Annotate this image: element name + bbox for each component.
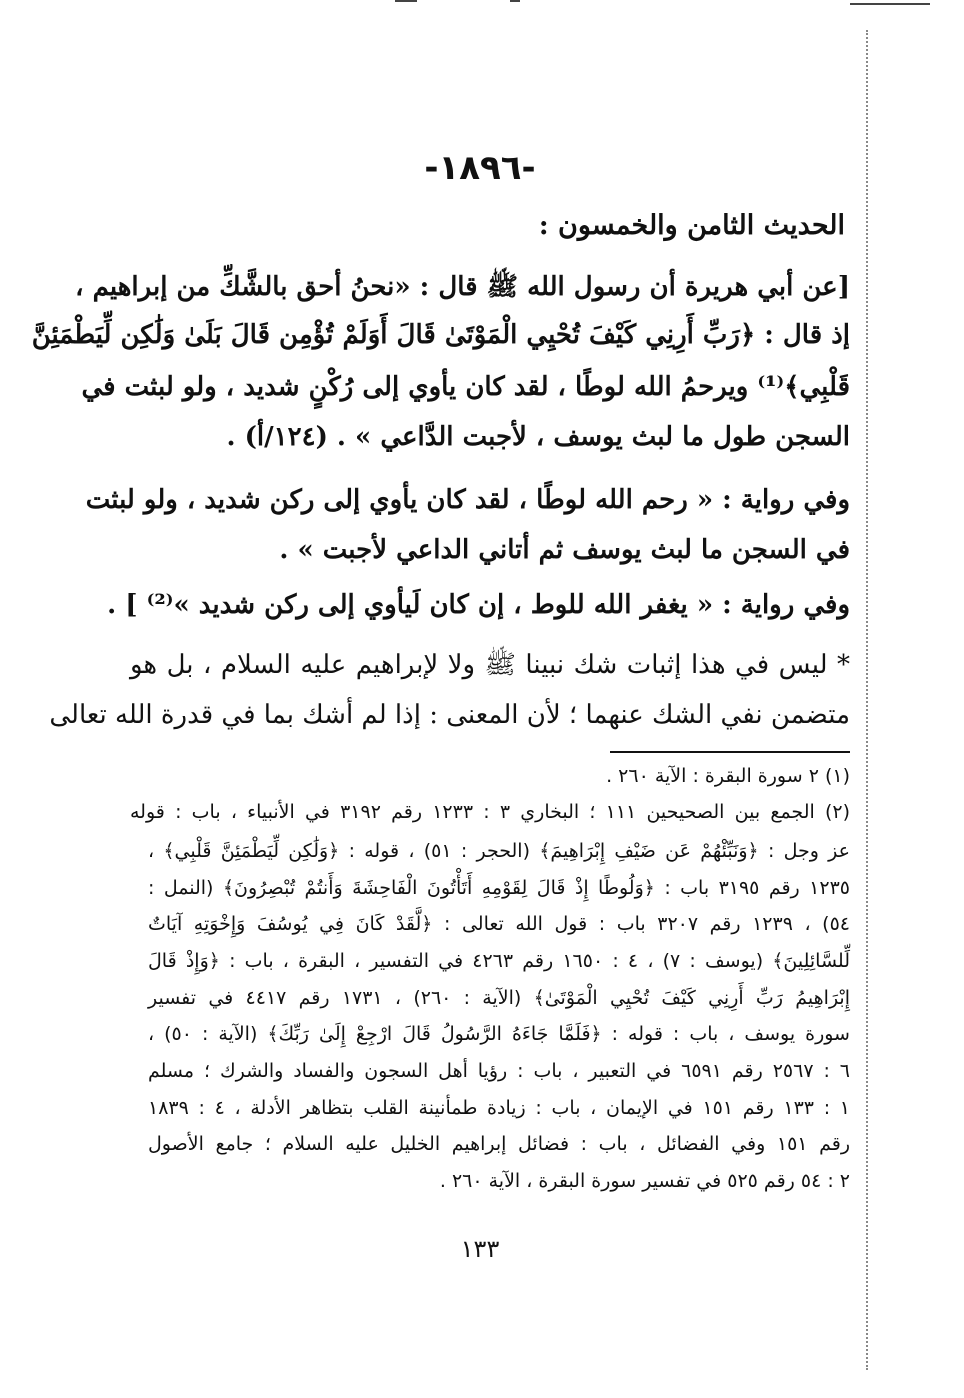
footnote-line: ٦ : ٢٥٦٧ رقم ٦٥٩١ في التعبير ، باب : رؤيا أهل السجون والفساد والشرك ؛ مسلم bbox=[148, 1060, 851, 1082]
footnote-line: عز وجل : ﴿وَنَبِّئْهُمْ عَن ضَيْفِ إِبْرَاهِيمَ﴾ (الحجر : ٥١) ، قوله : ﴿وَلَٰكِن لِّيَطْمَئِنَّ قَلْبِي﴾ ، bbox=[148, 840, 850, 862]
footnote-line: ٢ : ٥٤ رقم ٥٢٥ في تفسير سورة البقرة ، الآية ٢٦٠ . bbox=[439, 1170, 850, 1192]
footnote-line: (١) ٢ سورة البقرة : الآية ٢٦٠ . bbox=[606, 765, 850, 787]
hadith-title: الحديث الثامن والخمسون : bbox=[538, 210, 845, 241]
hadith-number: -١٨٩٦- bbox=[424, 148, 536, 188]
hadith-text-line: قَلْبِي﴾⁽¹⁾ ويرحمُ الله لوطًا ، لقد كان يأوي إلى رُكْنٍ شديد ، ولو لبثت في bbox=[81, 372, 850, 402]
scan-mark bbox=[510, 0, 520, 2]
scan-mark bbox=[395, 0, 417, 2]
page-number: ١٣٣ bbox=[460, 1235, 500, 1263]
riwaya-text-line: وفي رواية : « يغفر الله للوط ، إن كان لَيأوي إلى ركن شديد »⁽²⁾ ] . bbox=[107, 590, 850, 620]
riwaya-text-line: وفي رواية : « رحم الله لوطًا ، لقد كان يأوي إلى ركن شديد ، ولو لبثت bbox=[85, 485, 850, 515]
footnote-line: سورة يوسف ، باب : قوله : ﴿فَلَمَّا جَاءَهُ الرَّسُولُ قَالَ ارْجِعْ إِلَىٰ رَبِّكَ﴾ (الآية : ٥٠) ، bbox=[148, 1023, 850, 1045]
riwaya-text-line: في السجن ما لبث يوسف ثم أتاني الداعي لأجبت » . bbox=[279, 535, 850, 565]
scan-mark bbox=[850, 3, 930, 5]
hadith-text-line: [عن أبي هريرة أن رسول الله ﷺ قال : «نحنُ أحق بالشَّكِّ من إبراهيم ، bbox=[75, 272, 850, 302]
hadith-text-line: السجن طول ما لبث يوسف ، لأجبت الدَّاعي » . (١٢٤/أ) . bbox=[226, 422, 850, 452]
footnote-line: رقم ١٥١ وفي الفضائل ، باب : فضائل إبراهيم الخليل عليه السلام ؛ جامع الأصول bbox=[148, 1133, 850, 1155]
margin-dotted-line bbox=[866, 30, 868, 1370]
footnote-line: ١٢٣٥ رقم ٣١٩٥ باب : ﴿وَلُوطًا إِذْ قَالَ لِقَوْمِهِ أَتَأْتُونَ الْفَاحِشَةَ وَأَنتُمْ تُبْصِرُونَ﴾ (النمل : bbox=[148, 877, 850, 899]
footnote-separator bbox=[610, 751, 850, 753]
footnote-line: ١ : ١٣٣ رقم ١٥١ في الإيمان ، باب : زيادة طمأنينة القلب بتظاهر الأدلة ، ٤ : ١٨٣٩ bbox=[148, 1097, 851, 1119]
footnote-line: إِبْرَاهِيمُ رَبِّ أَرِنِي كَيْفَ تُحْيِي الْمَوْتَىٰ﴾ (الآية : ٢٦٠) ، ١٧٣١ رقم ٤٤١٧ في تفسير bbox=[148, 987, 850, 1009]
footnote-line: لِّلسَّائِلِينَ﴾ (يوسف : ٧) ، ٤ : ١٦٥٠ رقم ٤٢٦٣ في التفسير ، البقرة ، باب : ﴿وَإِذْ قَالَ bbox=[148, 950, 850, 972]
commentary-line: * ليس في هذا إثبات شك نبينا ﷺ ولا لإبراهيم عليه السلام ، بل هو bbox=[130, 650, 850, 680]
footnote-line: (٢) الجمع بين الصحيحين ١١١ ؛ البخاري ٣ : ١٢٣٣ رقم ٣١٩٢ في الأنبياء ، باب : قوله bbox=[130, 801, 851, 823]
commentary-line: متضمن نفي الشك عنهما ؛ لأن المعنى : إذا لم أشك بما في قدرة الله تعالى bbox=[49, 700, 850, 730]
hadith-text-line: إذ قال : ﴿رَبِّ أَرِنِي كَيْفَ تُحْيِي الْمَوْتَىٰ قَالَ أَوَلَمْ تُؤْمِن قَالَ بَلَىٰ وَلَٰكِن لِّيَطْمَئِنَّ bbox=[31, 320, 850, 350]
footnote-line: ٥٤) ، ١٢٣٩ رقم ٣٢٠٧ باب : قول الله تعالى : ﴿لَّقَدْ كَانَ فِي يُوسُفَ وَإِخْوَتِهِ آيَاتٌ bbox=[148, 913, 851, 935]
